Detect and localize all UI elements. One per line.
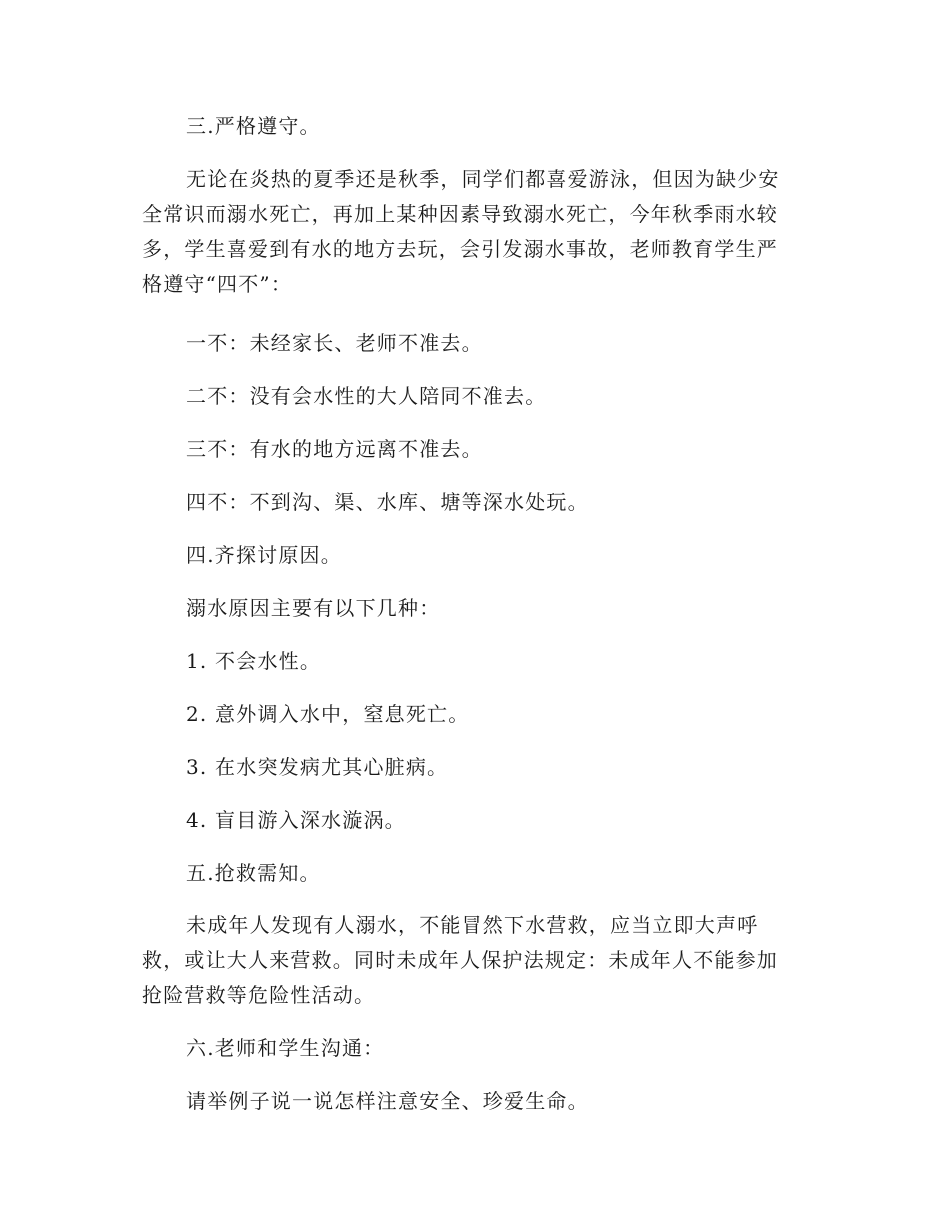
paragraph-rescue: 未成年人发现有人溺水，不能冒然下水营救，应当立即大声呼救，或让大人来营救。同时未成年人保护法规定：未成年人不能参加抢险营救等危险性活动。	[142, 913, 778, 1007]
cause-item-1: 1. 不会水性。	[186, 649, 322, 673]
cause-item-4: 4. 盲目游入深水漩涡。	[186, 808, 406, 832]
paragraph-rules-intro: 无论在炎热的夏季还是秋季，同学们都喜爱游泳，但因为缺少安全常识而溺水死亡，再加上某种因素导致溺水死亡，今年秋季雨水较多，学生喜爱到有水的地方去玩，会引发溺水事故，老师教育学生严格遵守“四不”：	[142, 167, 780, 296]
cause-item-3: 3. 在水突发病尤其心脏病。	[186, 755, 449, 779]
section-heading-6: 六.老师和学生沟通：	[186, 1036, 385, 1060]
section-heading-5: 五.抢救需知。	[186, 861, 321, 885]
section-heading-3: 三.严格遵守。	[186, 114, 321, 138]
rule-item-3: 三不：有水的地方远离不准去。	[186, 437, 483, 461]
cause-item-2: 2. 意外调入水中，窒息死亡。	[186, 702, 470, 726]
section-heading-4: 四.齐探讨原因。	[186, 543, 342, 567]
rule-item-2: 二不：没有会水性的大人陪同不准去。	[186, 384, 547, 408]
paragraph-causes-intro: 溺水原因主要有以下几种：	[186, 596, 441, 620]
paragraph-discussion: 请举例子说一说怎样注意安全、珍爱生命。	[186, 1089, 589, 1113]
rule-item-1: 一不：未经家长、老师不准去。	[186, 331, 483, 355]
rule-item-4: 四不：不到沟、渠、水库、塘等深水处玩。	[186, 490, 589, 514]
